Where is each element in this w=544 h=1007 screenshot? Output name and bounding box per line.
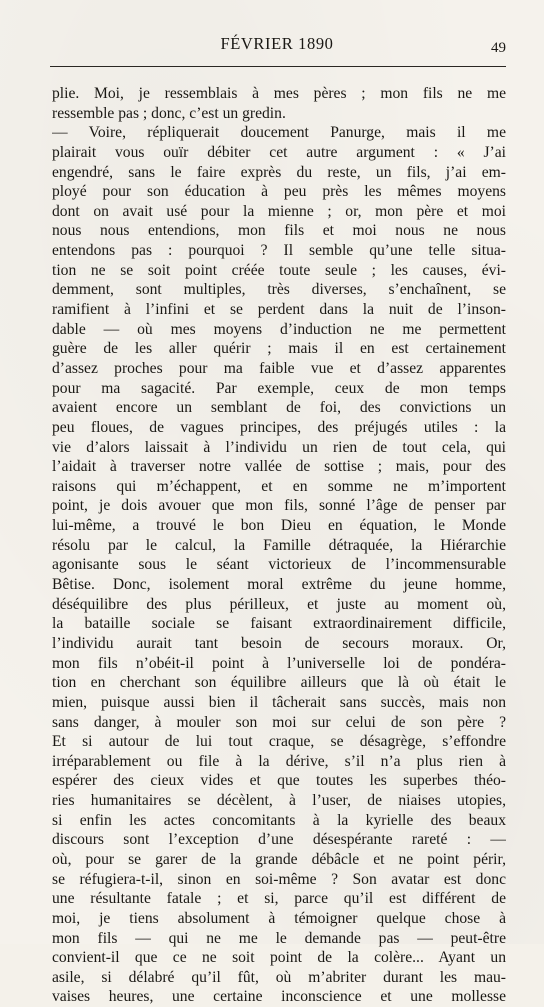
text-line: résolu par le calcul, la Famille détraquée, la Hiérarchie: [52, 536, 506, 554]
text-line: ries humanitaires se décèlent, à l’user, de niaises utopies,: [52, 792, 506, 810]
text-line: plairait vous ouïr débiter cet autre argument : « J’ai: [52, 143, 506, 161]
text-line: agonisante sous le séant victorieux de l’incommensurable: [52, 556, 506, 574]
text-line: avaient encore un semblant de foi, des convictions un: [52, 399, 506, 417]
text-line: mien, puisque aussi bien il tâcherait sans succès, mais non: [52, 693, 506, 711]
text-line: vie d’alors laissait à l’individu un rien de tout cela, qui: [52, 438, 506, 456]
text-line: une résultante fatale ; et si, parce qu’il est différent de: [52, 890, 506, 908]
text-line: mon fils — qui ne me le demande pas — peut-être: [52, 929, 506, 947]
body-text: [52, 84, 506, 1007]
text-line: sans danger, à mouler son moi sur celui de son père ?: [52, 713, 506, 731]
text-line: déséquilibre des plus périlleux, et juste au moment où,: [52, 595, 506, 613]
text-line: pour ma sagacité. Par exemple, ceux de mon temps: [52, 379, 506, 397]
text-line: si enfin les actes concomitants à la kyrielle des beaux: [52, 811, 506, 829]
text-line: raisons qui m’échappent, et en somme ne m’importent: [52, 477, 506, 495]
text-line: dable — où mes moyens d’induction ne me permettent: [52, 320, 506, 338]
text-line: discours sont l’exception d’une désespérante rareté : —: [52, 831, 506, 849]
text-line: tion ne se soit point créée toute seule ; les causes, évi-: [52, 261, 506, 279]
text-line: irréparablement ou file à la dérive, s’il n’a plus rien à: [52, 752, 506, 770]
text-line: espérer des cieux vides et que toutes les superbes théo-: [52, 772, 506, 790]
text-line: l’individu aurait tant besoin de secours moraux. Or,: [52, 634, 506, 652]
text-line: dont on avait usé pour la mienne ; or, mon père et moi: [52, 202, 506, 220]
text-line: se réfugiera-t-il, sinon en soi-même ? Son avatar est donc: [52, 870, 506, 888]
text-line: asile, si délabré qu’il fût, où m’abriter durant les mau-: [52, 968, 506, 986]
text-line: moi, je tiens absolument à témoigner quelque chose à: [52, 909, 506, 927]
text-line: engendré, sans le faire exprès du reste, un fils, j’ai em-: [52, 163, 506, 181]
running-title: FÉVRIER 1890: [220, 34, 334, 53]
text-line: où, pour se garer de la grande débâcle et ne point périr,: [52, 850, 506, 868]
text-line: d’assez proches pour ma faible vue et d’assez apparentes: [52, 359, 506, 377]
running-head: [48, 34, 506, 64]
text-line: entendons pas : pourquoi ? Il semble qu’une telle situa-: [52, 242, 506, 260]
text-line: convient-il que ce ne soit point de la colère... Ayant un: [52, 949, 506, 967]
text-line: ployé pour son éducation à peu près les mêmes moyens: [52, 183, 506, 201]
text-line: lui-même, a trouvé le bon Dieu en équation, le Monde: [52, 517, 506, 535]
text-line: peu floues, de vagues principes, des préjugés utiles : la: [52, 418, 506, 436]
text-line: tion en cherchant son équilibre ailleurs que là où était le: [52, 674, 506, 692]
text-line: ramifient à l’infini et se perdent dans la nuit de l’inson-: [52, 301, 506, 319]
text-line: guère de les aller quérir ; mais il en est certainement: [52, 340, 506, 358]
text-line: Bêtise. Donc, isolement moral extrême du jeune homme,: [52, 576, 506, 594]
text-line: nous nous entendions, mon fils et moi nous ne nous: [52, 222, 506, 240]
header-rule: [50, 66, 506, 67]
text-line: point, je dois avouer que mon fils, sonné l’âge de penser par: [52, 497, 506, 515]
text-line: vaises heures, une certaine inconscience et une mollesse: [52, 988, 506, 1006]
text-line: Et si autour de lui tout craque, se désagrège, s’effondre: [52, 733, 506, 751]
text-line: l’aidait à traverser notre vallée de sottise ; mais, pour des: [52, 458, 506, 476]
text-line: la bataille sociale se faisant extraordinairement difficile,: [52, 615, 506, 633]
text-line: mon fils n’obéit-il point à l’universelle loi de pondéra-: [52, 654, 506, 672]
text-line: plie. Moi, je ressemblais à mes pères ; mon fils ne me: [52, 85, 506, 102]
text-line: ressemble pas ; donc, c’est un gredin.: [52, 104, 286, 122]
text-line: demment, sont multiples, très diverses, s’enchaînent, se: [52, 281, 506, 299]
page-number: 49: [491, 40, 506, 56]
text-line: — Voire, répliquerait doucement Panurge, mais il me: [52, 124, 506, 142]
